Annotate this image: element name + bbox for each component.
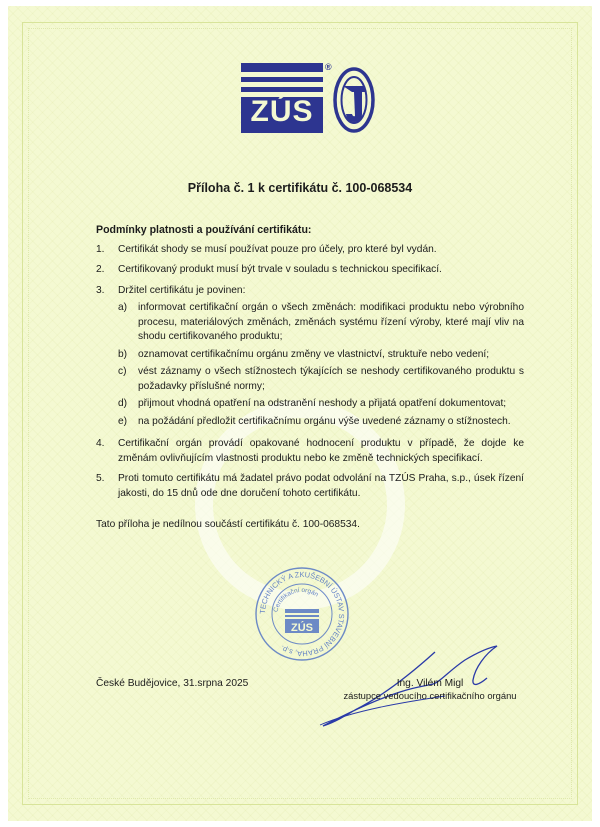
- signer-name: Ing. Vilém Migl: [396, 678, 464, 689]
- sub-item-letter: d): [118, 398, 128, 409]
- item-number: 2.: [96, 264, 105, 275]
- item-text: Proti tomuto certifikátu má žadatel právo podat odvolání na TZÚS Praha, s.p., úsek řízení jakosti, do 15 dnů ode dne doručení tohoto certifikátu.: [118, 473, 524, 499]
- sub-item-text: oznamovat certifikačnímu orgánu změny ve vlastnictví, struktuře nebo vedení;: [138, 348, 490, 360]
- sub-list-item: [118, 348, 524, 363]
- registered-mark: ®: [325, 62, 332, 72]
- list-item: [96, 263, 524, 278]
- sub-list-item: [118, 301, 524, 345]
- sub-item-letter: c): [118, 366, 127, 377]
- sub-list-item: [118, 365, 524, 394]
- sub-item-text: na požádání předložit certifikačnímu orgánu výše uvedené záznamy o stížnostech.: [138, 415, 511, 427]
- tzus-emblem-icon: [332, 66, 376, 134]
- item-text: Certifikát shody se musí používat pouze pro účely, pro které byl vydán.: [118, 243, 437, 255]
- sub-list-item: [118, 415, 524, 430]
- stamp-logo-text: ZÚS: [291, 622, 313, 634]
- sub-list-item: [118, 397, 524, 412]
- list-item: [96, 284, 524, 432]
- sub-item-letter: e): [118, 415, 128, 427]
- sub-item-text: informovat certifikační orgán o všech změnách: modifikaci produktu nebo výrobního procesu, materiálových změnách, změnách systému řízení výroby, které mají vliv na shodu certifikovaného produktu;: [138, 302, 524, 342]
- stamp-ring-text: TECHNICKÝ A ZKUŠEBNÍ ÚSTAV STAVEBNÍ PRAHA, s.p.: [257, 569, 347, 659]
- stamp-inner-text: Certifikační orgán: [272, 586, 320, 613]
- item-text: Certifikovaný produkt musí být trvale v souladu s technickou specifikací.: [118, 264, 442, 275]
- item-number: 1.: [96, 243, 105, 255]
- item-text: Certifikační orgán provádí opakované hodnocení produktu v případě, že dojde ke změnám ovlivňujícím vlastnosti produktu nebo ke změně technických specifikací.: [118, 438, 524, 464]
- signer-block: [335, 678, 525, 701]
- item-text: Držitel certifikátu je povinen:: [118, 284, 246, 296]
- item-number: 4.: [96, 438, 105, 449]
- sub-item-text: vést záznamy o všech stížnostech týkajících se neshody certifikovaného produktu s požadavky příslušné normy;: [138, 366, 524, 392]
- item-number: 5.: [96, 473, 105, 484]
- list-item: [96, 437, 524, 466]
- sub-item-letter: a): [118, 302, 128, 313]
- signer-role: zástupce vedoucího certifikačního orgánu: [343, 690, 517, 701]
- place-and-date: České Budějovice, 31.srpna 2025: [96, 678, 249, 689]
- conditions-section: [96, 223, 524, 507]
- annex-note: Tato příloha je nedílnou součástí certifikátu č. 100-068534.: [96, 519, 360, 530]
- list-item: [96, 472, 524, 501]
- item-number: 3.: [96, 284, 105, 296]
- page-title: Příloha č. 1 k certifikátu č. 100-068534: [187, 181, 413, 195]
- sub-item-letter: b): [118, 348, 128, 360]
- zus-logo: [241, 63, 323, 133]
- sub-item-text: přijmout vhodná opatření na odstranění neshody a přijatá opatření dokumentovat;: [138, 398, 507, 409]
- conditions-heading: Podmínky platnosti a používání certifikátu:: [96, 224, 312, 236]
- zus-logo-text: ZÚS: [250, 95, 314, 128]
- list-item: [96, 243, 524, 258]
